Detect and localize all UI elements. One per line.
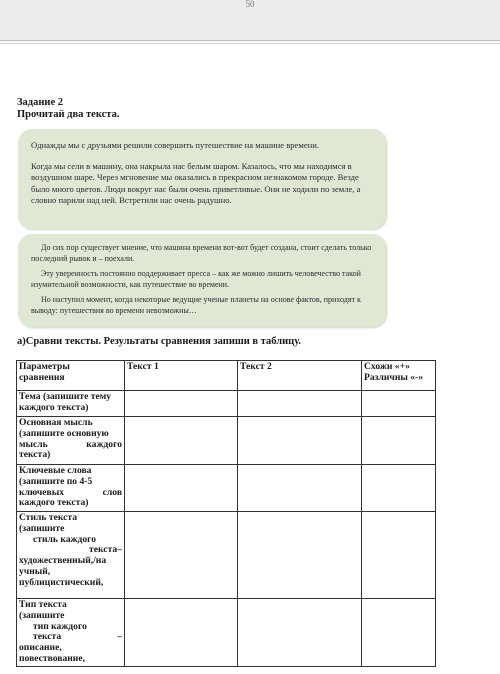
row-label-line: ключевых слов xyxy=(19,486,122,498)
row-label-line: (запишите xyxy=(19,609,65,621)
header-compare-line: Различны «-» xyxy=(364,371,424,383)
cell-text1-keywords[interactable] xyxy=(125,465,238,512)
text1-box xyxy=(18,129,386,229)
table-row xyxy=(17,512,436,599)
row-label-line: Стиль текста xyxy=(19,512,78,523)
text1-paragraph-1: Однажды мы с друзьями решили совершить путешествие на машине времени. xyxy=(31,140,319,150)
row-label-line: публицистический, xyxy=(19,576,104,588)
row-label-line: каждого текста) xyxy=(19,401,89,413)
cell-text2-theme[interactable] xyxy=(238,391,362,417)
table-row xyxy=(17,599,436,667)
cell-compare-main-idea[interactable] xyxy=(362,417,436,465)
cell-compare-theme[interactable] xyxy=(362,391,436,417)
question-a: а)Сравни тексты. Результаты сравнения запиши в таблицу. xyxy=(17,336,302,347)
header-params-line: сравнения xyxy=(19,371,65,383)
cell-text2-type[interactable] xyxy=(238,599,362,667)
text2-box xyxy=(18,234,386,327)
table-row xyxy=(17,465,436,512)
page-divider xyxy=(0,40,500,41)
row-label-main-idea xyxy=(17,417,125,465)
row-label-keywords xyxy=(17,465,125,512)
header-compare xyxy=(362,361,436,391)
row-label-line: (запишите по 4-5 xyxy=(19,475,93,487)
table-row xyxy=(17,391,436,417)
row-label-line: (запишите основную xyxy=(19,427,109,439)
cell-compare-type[interactable] xyxy=(362,599,436,667)
task-title: Задание 2 xyxy=(17,97,63,108)
row-label-line: текста– xyxy=(89,544,122,556)
cell-text1-theme[interactable] xyxy=(125,391,238,417)
cell-text2-keywords[interactable] xyxy=(238,465,362,512)
text1-paragraph-2: Когда мы сели в машину, она накрыла нас белым шаром. Казалось, что мы находимся в воздушном шаре. Через мгновение мы оказались в прекрасном незнакомом городе. Везде было много цветов. Люди вокруг нас были очень приветливые. Они не ходили по земле, а словно парили над ней. Встретили нас очень радушно. xyxy=(31,161,361,206)
row-label-line: текста) xyxy=(19,449,51,461)
comparison-table xyxy=(16,360,436,667)
row-label-line: Основная мысль xyxy=(19,417,93,428)
row-label-line: текста – xyxy=(33,631,122,643)
task-instruction: Прочитай два текста. xyxy=(17,109,120,120)
cell-text1-type[interactable] xyxy=(125,599,238,667)
row-label-line: учный, xyxy=(19,565,51,577)
row-label-theme xyxy=(17,391,125,417)
cell-text1-main-idea[interactable] xyxy=(125,417,238,465)
page-number: 50 xyxy=(245,0,255,9)
header-params-line: Параметры xyxy=(19,361,70,372)
header-text1: Текст 1 xyxy=(125,361,238,391)
cell-text2-style[interactable] xyxy=(238,512,362,599)
row-label-line: художественный,/на xyxy=(19,555,107,567)
cell-compare-keywords[interactable] xyxy=(362,465,436,512)
table-header-row xyxy=(17,361,436,391)
row-label-line: стиль каждого xyxy=(33,533,97,545)
cell-text1-style[interactable] xyxy=(125,512,238,599)
text2-paragraph-3: Но наступил момент, когда некоторые ведущие ученые планеты на основе фактов, приходят к выводу: путешествия во времени невозможны… xyxy=(31,295,361,315)
text2-paragraph-1: До сих пор существует мнение, что машина времени вот-вот будет создана, стоит сделать только последний рывок и – поехали. xyxy=(31,243,372,263)
row-label-line: Ключевые слова xyxy=(19,465,92,476)
row-label-line: описание, xyxy=(19,642,62,654)
header-compare-line: Схожи «+» xyxy=(364,361,410,372)
row-label-line: мысль каждого xyxy=(19,438,122,450)
row-label-line: Тема (запишите тему xyxy=(19,391,112,402)
row-label-line: повествование, xyxy=(19,652,85,664)
header-params xyxy=(17,361,125,391)
row-label-line: (запишите xyxy=(19,522,65,534)
page-divider-secondary xyxy=(0,43,500,44)
text2-paragraph-2: Эту уверенность постоянно поддерживает пресса – как же можно лишить человечество такой изумительной возможности, как путешествие во времени. xyxy=(31,269,361,289)
table-row xyxy=(17,417,436,465)
row-label-type xyxy=(17,599,125,667)
header-text2: Текст 2 xyxy=(238,361,362,391)
row-label-line: каждого текста) xyxy=(19,497,89,509)
cell-text2-main-idea[interactable] xyxy=(238,417,362,465)
row-label-line: Тип текста xyxy=(19,599,67,610)
row-label-line: тип каждого xyxy=(33,620,87,632)
cell-compare-style[interactable] xyxy=(362,512,436,599)
row-label-style xyxy=(17,512,125,599)
